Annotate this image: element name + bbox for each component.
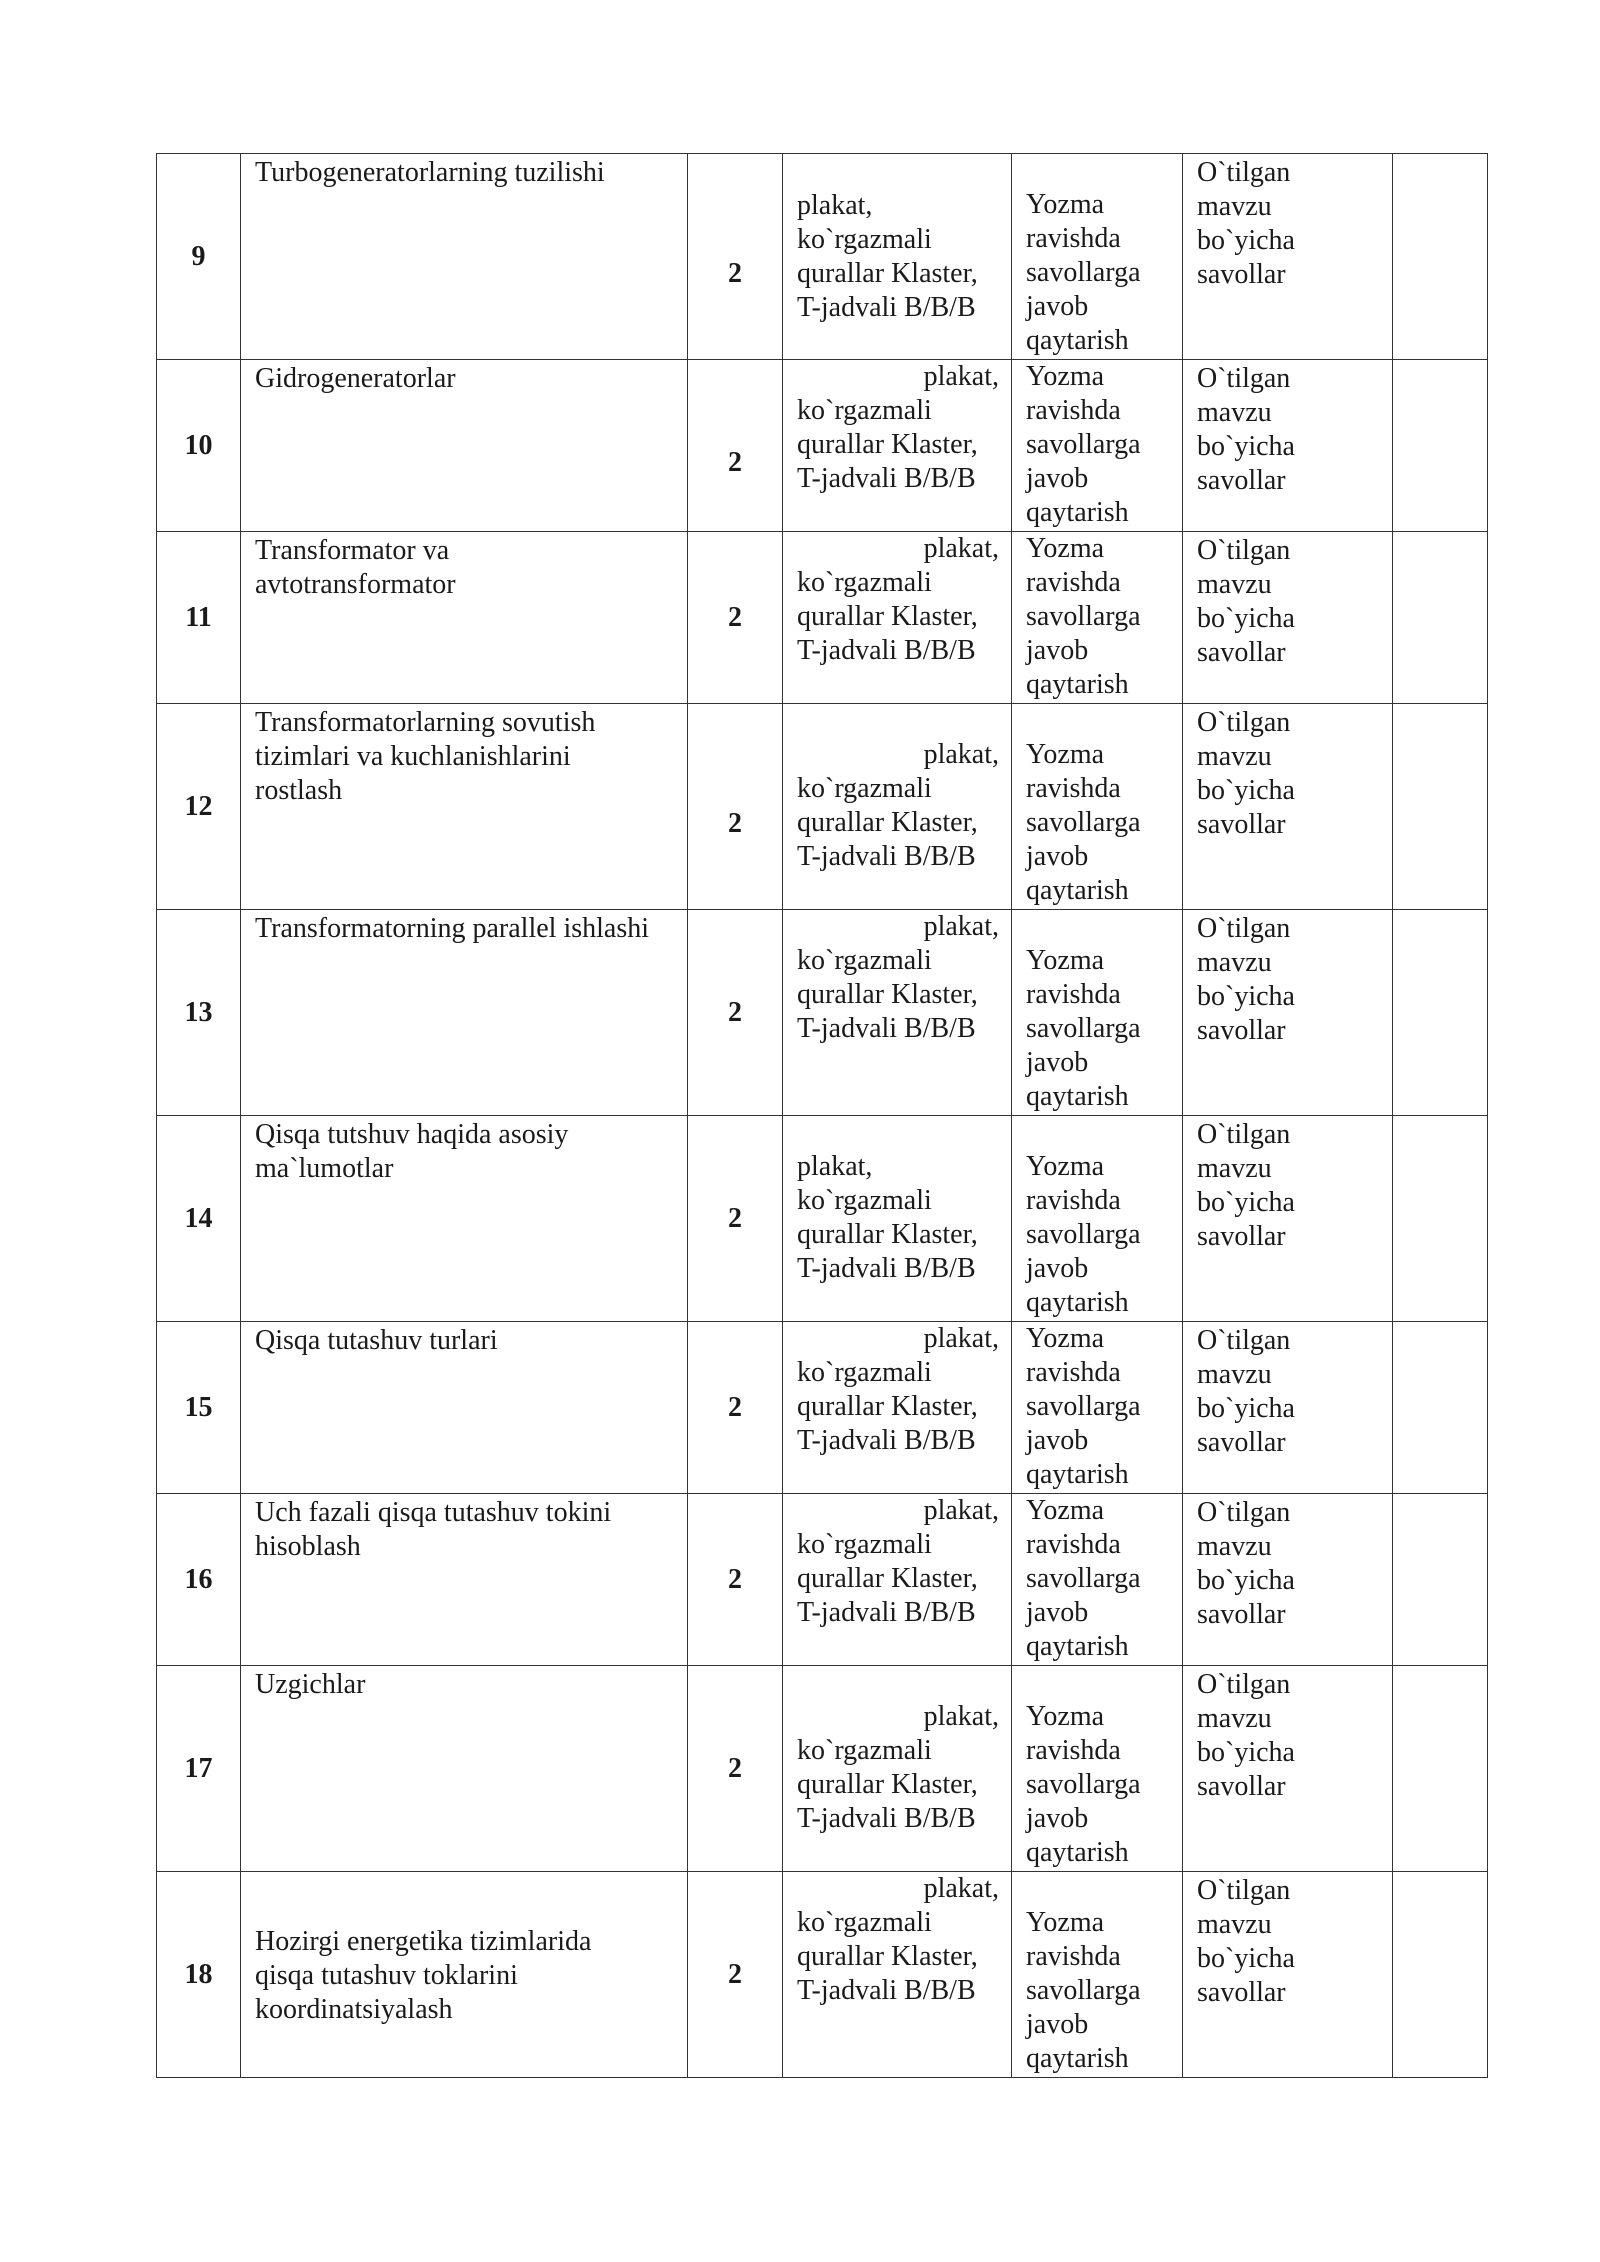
- topic-line: Transformator va: [255, 535, 450, 566]
- hours-cell: [688, 532, 783, 704]
- table-row: [157, 1666, 1488, 1872]
- method-line: plakat,: [923, 1873, 999, 1904]
- empty-cell: [1393, 1116, 1488, 1322]
- control-line: O`tilgan: [1197, 363, 1291, 394]
- hours-value: 2: [728, 257, 742, 289]
- assessment-line: Yozma: [1026, 189, 1105, 220]
- assessment-line: qaytarish: [1026, 669, 1129, 700]
- control-line: bo`yicha: [1197, 431, 1295, 462]
- assessment-line: Yozma: [1026, 1151, 1105, 1182]
- empty-cell: [1393, 154, 1488, 360]
- assessment-line: qaytarish: [1026, 1081, 1129, 1112]
- control-line: savollar: [1197, 1977, 1286, 2008]
- hours-value: 2: [728, 1563, 742, 1595]
- topic-cell: [241, 1116, 688, 1322]
- method-line: ko`rgazmali: [797, 1529, 932, 1560]
- control-line: O`tilgan: [1197, 707, 1291, 738]
- empty-cell: [1393, 1872, 1488, 2078]
- method-line: plakat,: [923, 1701, 999, 1732]
- control-line: mavzu: [1197, 1359, 1272, 1390]
- assessment-line: Yozma: [1026, 739, 1105, 770]
- method-line: T-jadvali B/B/B: [797, 1253, 976, 1284]
- control-line: savollar: [1197, 1015, 1286, 1046]
- row-number: 13: [157, 910, 241, 1116]
- hours-cell: [688, 1666, 783, 1872]
- row-number: 17: [157, 1666, 241, 1872]
- assessment-line: savollarga: [1026, 807, 1141, 838]
- topic-line: Qisqa tutshuv haqida asosiy: [255, 1119, 569, 1150]
- topic-line: ma`lumotlar: [255, 1153, 394, 1184]
- assessment-cell: [1012, 1666, 1183, 1872]
- method-line: ko`rgazmali: [797, 1185, 932, 1216]
- table-row: [157, 154, 1488, 360]
- assessment-line: Yozma: [1026, 1495, 1105, 1526]
- control-line: bo`yicha: [1197, 1943, 1295, 1974]
- empty-cell: [1393, 1494, 1488, 1666]
- empty-cell: [1393, 704, 1488, 910]
- topic-line: koordinatsiyalash: [255, 1993, 453, 2025]
- table-row: [157, 910, 1488, 1116]
- control-line: bo`yicha: [1197, 1393, 1295, 1424]
- control-line: mavzu: [1197, 947, 1272, 978]
- topic-line: Hozirgi energetika tizimlarida: [255, 1925, 592, 1957]
- control-cell: [1183, 360, 1393, 532]
- method-line: qurallar Klaster,: [797, 1941, 978, 1972]
- control-line: mavzu: [1197, 397, 1272, 428]
- method-line: plakat,: [923, 1323, 999, 1354]
- method-line: plakat,: [923, 361, 999, 392]
- control-line: mavzu: [1197, 569, 1272, 600]
- assessment-line: savollarga: [1026, 1013, 1141, 1044]
- method-line: qurallar Klaster,: [797, 601, 978, 632]
- assessment-line: qaytarish: [1026, 1631, 1129, 1662]
- method-line: plakat,: [797, 1151, 873, 1182]
- assessment-line: ravishda: [1026, 567, 1121, 598]
- hours-value: 2: [728, 1752, 742, 1784]
- method-line: T-jadvali B/B/B: [797, 1013, 976, 1044]
- topic-line: Turbogeneratorlarning tuzilishi: [255, 157, 605, 188]
- control-line: O`tilgan: [1197, 1669, 1291, 1700]
- hours-value: 2: [728, 446, 742, 478]
- control-line: O`tilgan: [1197, 535, 1291, 566]
- control-line: mavzu: [1197, 1153, 1272, 1184]
- method-line: qurallar Klaster,: [797, 1391, 978, 1422]
- method-cell: [783, 910, 1012, 1116]
- empty-cell: [1393, 532, 1488, 704]
- control-line: O`tilgan: [1197, 1875, 1291, 1906]
- method-line: ko`rgazmali: [797, 1357, 932, 1388]
- topic-line: qisqa tutashuv toklarini: [255, 1959, 518, 1991]
- assessment-line: qaytarish: [1026, 1837, 1129, 1868]
- hours-cell: [688, 1872, 783, 2078]
- assessment-line: savollarga: [1026, 1391, 1141, 1422]
- method-line: ko`rgazmali: [797, 567, 932, 598]
- hours-value: 2: [728, 996, 742, 1028]
- topic-line: tizimlari va kuchlanishlarini: [255, 741, 571, 772]
- assessment-cell: [1012, 1494, 1183, 1666]
- assessment-line: savollarga: [1026, 429, 1141, 460]
- control-cell: [1183, 154, 1393, 360]
- assessment-line: qaytarish: [1026, 1287, 1129, 1318]
- assessment-line: Yozma: [1026, 945, 1105, 976]
- assessment-line: ravishda: [1026, 1357, 1121, 1388]
- topic-line: Uzgichlar: [255, 1669, 366, 1700]
- method-cell: [783, 360, 1012, 532]
- assessment-line: javob: [1026, 841, 1089, 872]
- method-line: T-jadvali B/B/B: [797, 1803, 976, 1834]
- row-number: 16: [157, 1494, 241, 1666]
- method-cell: [783, 1116, 1012, 1322]
- method-line: plakat,: [797, 189, 873, 221]
- hours-cell: [688, 1322, 783, 1494]
- method-line: plakat,: [923, 1495, 999, 1526]
- control-line: savollar: [1197, 1599, 1286, 1630]
- row-number: 9: [157, 154, 241, 360]
- method-line: qurallar Klaster,: [797, 979, 978, 1010]
- topic-line: Gidrogeneratorlar: [255, 363, 456, 394]
- assessment-line: ravishda: [1026, 773, 1121, 804]
- method-line: qurallar Klaster,: [797, 257, 978, 289]
- assessment-line: ravishda: [1026, 1735, 1121, 1766]
- topic-line: avtotransformator: [255, 569, 456, 600]
- control-cell: [1183, 1666, 1393, 1872]
- table-row: [157, 1872, 1488, 2078]
- control-cell: [1183, 704, 1393, 910]
- control-cell: [1183, 910, 1393, 1116]
- method-line: ko`rgazmali: [797, 395, 932, 426]
- assessment-line: javob: [1026, 291, 1089, 322]
- hours-value: 2: [728, 601, 742, 633]
- table-row: [157, 532, 1488, 704]
- method-line: T-jadvali B/B/B: [797, 463, 976, 494]
- topic-line: Transformatorlarning sovutish: [255, 707, 596, 738]
- control-line: mavzu: [1197, 741, 1272, 772]
- assessment-line: ravishda: [1026, 979, 1121, 1010]
- control-line: bo`yicha: [1197, 1187, 1295, 1218]
- method-line: T-jadvali B/B/B: [797, 1425, 976, 1456]
- control-line: mavzu: [1197, 1531, 1272, 1562]
- topic-cell: [241, 910, 688, 1116]
- control-line: savollar: [1197, 1221, 1286, 1252]
- assessment-cell: [1012, 154, 1183, 360]
- control-line: O`tilgan: [1197, 1119, 1291, 1150]
- assessment-line: javob: [1026, 1425, 1089, 1456]
- control-line: savollar: [1197, 259, 1286, 290]
- topic-line: Transformatorning parallel ishlashi: [255, 913, 650, 944]
- lecture-schedule-table: [156, 153, 1488, 2078]
- topic-cell: [241, 1322, 688, 1494]
- assessment-cell: [1012, 1322, 1183, 1494]
- row-number: 10: [157, 360, 241, 532]
- control-line: mavzu: [1197, 1703, 1272, 1734]
- assessment-line: javob: [1026, 463, 1089, 494]
- assessment-line: ravishda: [1026, 223, 1121, 254]
- control-line: savollar: [1197, 809, 1286, 840]
- topic-cell: [241, 360, 688, 532]
- method-line: qurallar Klaster,: [797, 429, 978, 460]
- assessment-line: ravishda: [1026, 1941, 1121, 1972]
- method-line: ko`rgazmali: [797, 773, 932, 804]
- assessment-line: Yozma: [1026, 1323, 1105, 1354]
- method-line: T-jadvali B/B/B: [797, 1597, 976, 1628]
- assessment-cell: [1012, 704, 1183, 910]
- method-cell: [783, 1322, 1012, 1494]
- control-line: bo`yicha: [1197, 981, 1295, 1012]
- assessment-line: Yozma: [1026, 533, 1105, 564]
- hours-value: 2: [728, 1202, 742, 1234]
- method-cell: [783, 704, 1012, 910]
- control-cell: [1183, 1494, 1393, 1666]
- assessment-line: savollarga: [1026, 1563, 1141, 1594]
- table-row: [157, 704, 1488, 910]
- topic-line: Qisqa tutashuv turlari: [255, 1325, 498, 1356]
- control-cell: [1183, 532, 1393, 704]
- row-number: 12: [157, 704, 241, 910]
- control-line: bo`yicha: [1197, 775, 1295, 806]
- method-line: plakat,: [923, 533, 999, 564]
- assessment-line: savollarga: [1026, 257, 1141, 288]
- method-line: ko`rgazmali: [797, 945, 932, 976]
- hours-value: 2: [728, 1958, 742, 1990]
- method-cell: [783, 532, 1012, 704]
- hours-cell: [688, 1494, 783, 1666]
- topic-line: hisoblash: [255, 1531, 361, 1562]
- assessment-line: savollarga: [1026, 1769, 1141, 1800]
- assessment-line: savollarga: [1026, 601, 1141, 632]
- control-cell: [1183, 1872, 1393, 2078]
- assessment-cell: [1012, 1872, 1183, 2078]
- method-cell: [783, 1494, 1012, 1666]
- table-row: [157, 360, 1488, 532]
- method-line: T-jadvali B/B/B: [797, 635, 976, 666]
- method-cell: [783, 154, 1012, 360]
- method-cell: [783, 1666, 1012, 1872]
- empty-cell: [1393, 1666, 1488, 1872]
- topic-line: Uch fazali qisqa tutashuv tokini: [255, 1497, 612, 1528]
- control-line: savollar: [1197, 465, 1286, 496]
- method-line: qurallar Klaster,: [797, 1563, 978, 1594]
- assessment-cell: [1012, 1116, 1183, 1322]
- assessment-line: savollarga: [1026, 1975, 1141, 2006]
- control-line: bo`yicha: [1197, 225, 1295, 256]
- topic-cell: [241, 1666, 688, 1872]
- control-line: savollar: [1197, 637, 1286, 668]
- assessment-line: Yozma: [1026, 1907, 1105, 1938]
- control-line: O`tilgan: [1197, 913, 1291, 944]
- method-line: plakat,: [923, 739, 999, 770]
- topic-line: rostlash: [255, 775, 343, 806]
- assessment-line: ravishda: [1026, 1529, 1121, 1560]
- method-line: qurallar Klaster,: [797, 1769, 978, 1800]
- empty-cell: [1393, 910, 1488, 1116]
- assessment-line: ravishda: [1026, 395, 1121, 426]
- assessment-line: savollarga: [1026, 1219, 1141, 1250]
- assessment-line: javob: [1026, 2009, 1089, 2040]
- control-line: O`tilgan: [1197, 157, 1291, 188]
- control-line: mavzu: [1197, 1909, 1272, 1940]
- hours-value: 2: [728, 807, 742, 839]
- method-line: qurallar Klaster,: [797, 807, 978, 838]
- control-line: bo`yicha: [1197, 1737, 1295, 1768]
- assessment-line: qaytarish: [1026, 325, 1129, 356]
- method-line: ko`rgazmali: [797, 1735, 932, 1766]
- topic-cell: [241, 154, 688, 360]
- control-line: savollar: [1197, 1427, 1286, 1458]
- hours-cell: [688, 910, 783, 1116]
- hours-cell: [688, 704, 783, 910]
- assessment-cell: [1012, 360, 1183, 532]
- empty-cell: [1393, 360, 1488, 532]
- assessment-line: javob: [1026, 1803, 1089, 1834]
- method-line: qurallar Klaster,: [797, 1219, 978, 1250]
- assessment-line: javob: [1026, 1047, 1089, 1078]
- assessment-line: qaytarish: [1026, 1459, 1129, 1490]
- method-line: T-jadvali B/B/B: [797, 291, 976, 323]
- assessment-line: Yozma: [1026, 1701, 1105, 1732]
- assessment-cell: [1012, 910, 1183, 1116]
- assessment-line: javob: [1026, 1253, 1089, 1284]
- control-line: bo`yicha: [1197, 603, 1295, 634]
- topic-cell: [241, 1872, 688, 2078]
- table-row: [157, 1494, 1488, 1666]
- control-line: savollar: [1197, 1771, 1286, 1802]
- method-line: ko`rgazmali: [797, 1907, 932, 1938]
- topic-cell: [241, 704, 688, 910]
- method-line: T-jadvali B/B/B: [797, 841, 976, 872]
- table-row: [157, 1322, 1488, 1494]
- assessment-line: javob: [1026, 635, 1089, 666]
- row-number: 15: [157, 1322, 241, 1494]
- empty-cell: [1393, 1322, 1488, 1494]
- row-number: 18: [157, 1872, 241, 2078]
- row-number: 11: [157, 532, 241, 704]
- topic-cell: [241, 1494, 688, 1666]
- hours-cell: [688, 154, 783, 360]
- method-line: ko`rgazmali: [797, 223, 932, 255]
- hours-cell: [688, 360, 783, 532]
- assessment-line: qaytarish: [1026, 497, 1129, 528]
- method-line: plakat,: [923, 911, 999, 942]
- control-line: O`tilgan: [1197, 1325, 1291, 1356]
- assessment-cell: [1012, 532, 1183, 704]
- control-line: mavzu: [1197, 191, 1272, 222]
- method-cell: [783, 1872, 1012, 2078]
- method-line: T-jadvali B/B/B: [797, 1975, 976, 2006]
- table-row: [157, 1116, 1488, 1322]
- row-number: 14: [157, 1116, 241, 1322]
- control-cell: [1183, 1116, 1393, 1322]
- assessment-line: qaytarish: [1026, 875, 1129, 906]
- topic-cell: [241, 532, 688, 704]
- assessment-line: Yozma: [1026, 361, 1105, 392]
- control-line: O`tilgan: [1197, 1497, 1291, 1528]
- control-line: bo`yicha: [1197, 1565, 1295, 1596]
- control-cell: [1183, 1322, 1393, 1494]
- assessment-line: ravishda: [1026, 1185, 1121, 1216]
- hours-cell: [688, 1116, 783, 1322]
- assessment-line: qaytarish: [1026, 2043, 1129, 2074]
- assessment-line: javob: [1026, 1597, 1089, 1628]
- hours-value: 2: [728, 1391, 742, 1423]
